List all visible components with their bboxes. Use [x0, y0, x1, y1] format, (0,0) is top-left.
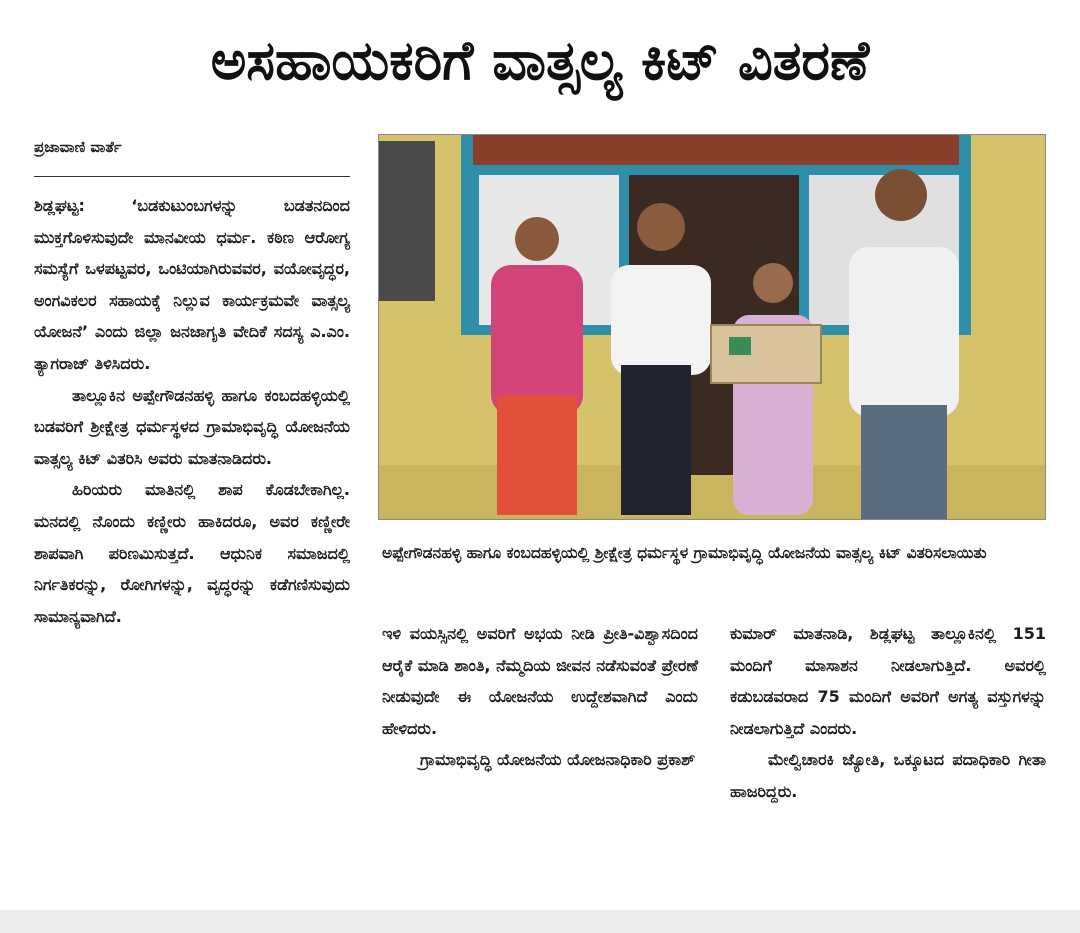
paragraph-2: ತಾಲ್ಲೂಕಿನ ಅಪ್ಪೇಗೌಡನಹಳ್ಳಿ ಹಾಗೂ ಕಂಬದಹಳ್ಳಿಯಲ್ಲಿ ಬಡವರಿಗೆ ಶ್ರೀಕ್ಷೇತ್ರ ಧರ್ಮಸ್ಥಳದ ಗ್ರಾಮಾಭಿವೃದ್ಧಿ ಯೋಜನೆಯ ವಾತ್ಸಲ್ಯ ಕಿಟ್ ವಿತರಿಸಿ ಅವರು ಮಾತನಾಡಿದರು. — [34, 385, 350, 468]
paragraph-4: ಇಳಿ ವಯಸ್ಸಿನಲ್ಲಿ ಅವರಿಗೆ ಅಭಯ ನೀಡಿ ಪ್ರೀತಿ-ವಿಶ್ವಾಸದಿಂದ ಆರೈಕೆ ಮಾಡಿ ಶಾಂತಿ, ನೆಮ್ಮದಿಯ ಜೀವನ ನಡೆಸುವಂತೆ ಪ್ರೇರಣೆ ನೀಡುವುದೇ ಈ ಯೋಜನೆಯ ಉದ್ದೇಶವಾಗಿದೆ ಎಂದು ಹೇಳಿದರು. — [382, 624, 698, 738]
paragraph-7: ಮೇಲ್ವಿಚಾರಕಿ ಜ್ಯೋತಿ, ಒಕ್ಕೂಟದ ಪದಾಧಿಕಾರಿ ಗೀತಾ ಹಾಜರಿದ್ದರು. — [730, 750, 1046, 801]
article-column-2 — [382, 618, 698, 776]
box-logo — [729, 337, 751, 355]
article-column-3 — [730, 618, 1046, 808]
article-column-1 — [34, 190, 350, 632]
news-photo — [378, 134, 1046, 520]
paragraph-6: ಕುಮಾರ್ ಮಾತನಾಡಿ, ಶಿಡ್ಲಘಟ್ಟ ತಾಲ್ಲೂಕಿನಲ್ಲಿ 151 ಮಂದಿಗೆ ಮಾಸಾಶನ ನೀಡಲಾಗುತ್ತಿದೆ. ಅವರಲ್ಲಿ ಕಡುಬಡವರಾದ 75 ಮಂದಿಗೆ ಅವರಿಗೆ ಅಗತ್ಯ ವಸ್ತುಗಳನ್ನು ನೀಡಲಾಗುತ್ತಿದೆ ಎಂದರು. — [730, 624, 1046, 738]
head — [753, 263, 793, 303]
saree — [497, 395, 577, 515]
poster — [379, 141, 435, 301]
window-lintel — [473, 135, 959, 165]
head — [515, 217, 559, 261]
byline-divider — [34, 176, 350, 177]
photo-illustration — [379, 135, 1045, 519]
paragraph-5: ಗ್ರಾಮಾಭಿವೃದ್ಧಿ ಯೋಜನೆಯ ಯೋಜನಾಧಿಕಾರಿ ಪ್ರಕಾಶ್ — [420, 750, 696, 770]
paragraph-3: ಹಿರಿಯರು ಮಾತಿನಲ್ಲಿ ಶಾಪ ಕೊಡಬೇಕಾಗಿಲ್ಲ. ಮನದಲ್ಲಿ ನೊಂದು ಕಣ್ಣೀರು ಹಾಕಿದರೂ, ಅವರ ಕಣ್ಣೀರೇ ಶಾಪವಾಗಿ ಪರಿಣಮಿಸುತ್ತದೆ. ಆಧುನಿಕ ಸಮಾಜದಲ್ಲಿ ನಿರ್ಗತಿಕರನ್ನು, ರೋಗಿಗಳನ್ನು, ವೃದ್ಧರನ್ನು ಕಡೆಗಣಿಸುವುದು ಸಾಮಾನ್ಯವಾಗಿದೆ. — [34, 480, 350, 626]
trousers — [861, 405, 947, 519]
trousers — [621, 365, 691, 515]
person-man-white-shirt — [611, 265, 711, 375]
head — [637, 203, 685, 251]
kit-box — [711, 325, 821, 383]
byline: ಪ್ರಜಾವಾಣಿ ವಾರ್ತೆ — [34, 138, 122, 156]
photo-caption: ಅಪ್ಪೇಗೌಡನಹಳ್ಳಿ ಹಾಗೂ ಕಂಬದಹಳ್ಳಿಯಲ್ಲಿ ಶ್ರೀಕ್ಷೇತ್ರ ಧರ್ಮಸ್ಥಳ ಗ್ರಾಮಾಭಿವೃದ್ಧಿ ಯೋಜನೆಯ ವಾತ್ಸಲ್ಯ ಕಿಟ್ ವಿತರಿಸಲಾಯಿತು — [382, 544, 987, 562]
paragraph-1 — [34, 190, 350, 380]
bottom-band — [0, 910, 1080, 933]
head — [875, 169, 927, 221]
dateline: ಶಿಡ್ಲಘಟ್ಟ: — [34, 196, 85, 215]
headline: ಅಸಹಾಯಕರಿಗೆ ವಾತ್ಸಲ್ಯ ಕಿಟ್ ವಿತರಣೆ — [210, 28, 870, 92]
paragraph-1-text: ‘ಬಡಕುಟುಂಬಗಳನ್ನು ಬಡತನದಿಂದ ಮುಕ್ತಗೊಳಿಸುವುದೇ ಮಾನವೀಯ ಧರ್ಮ. ಕಠಿಣ ಆರೋಗ್ಯ ಸಮಸ್ಯೆಗೆ ಒಳಪಟ್ಟವರ, ಒಂಟಿಯಾಗಿರುವವರ, ವಯೋವೃದ್ಧರ, ಅಂಗವಿಕಲರ ಸಹಾಯಕ್ಕೆ ನಿಲ್ಲುವ ಕಾರ್ಯಕ್ರಮವೇ ವಾತ್ಸಲ್ಯ ಯೋಜನೆ’ ಎಂದು ಜಿಲ್ಲಾ ಜನಜಾಗೃತಿ ವೇದಿಕೆ ಸದಸ್ಯ ಎ.ಎಂ. ತ್ಯಾಗರಾಜ್ ತಿಳಿಸಿದರು. — [34, 196, 350, 373]
person-woman-pink — [491, 265, 583, 415]
person-man-right — [849, 247, 959, 417]
